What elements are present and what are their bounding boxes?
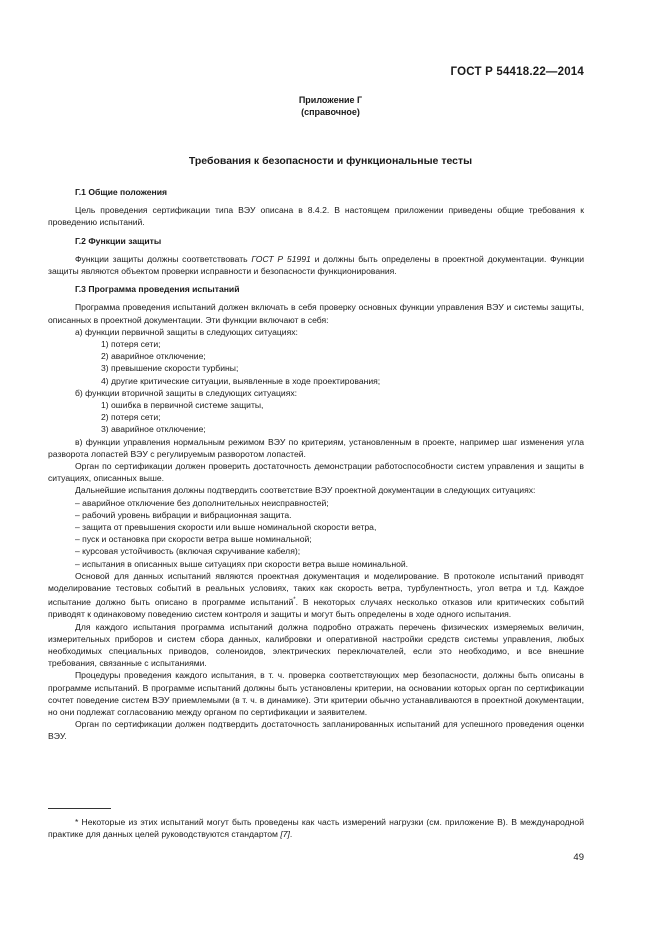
- paragraph: Процедуры проведения каждого испытания, в т. ч. проверка соответствующих мер безопасности, должны быть описаны в программе испытаний. В программе испытаний должны быть установлены критерии, на основании которых орган по сертификации сочтет поведение систем ВЭУ приемлемыми (в т. ч. в динамике). Эти критерии обычно устанавливаются в проектной документации, но они подлежат согласованию между органом по сертификации и заявителем.: [48, 670, 584, 717]
- list-item: б) функции вторичной защиты в следующих ситуациях:: [75, 387, 298, 398]
- paragraph: [48, 570, 584, 621]
- annex-label: Приложение Г: [298, 95, 363, 105]
- standard-reference: ГОСТ Р 51991: [251, 253, 311, 264]
- paragraph: Для каждого испытания программа испытаний должна подробно отражать перечень физических измеряемых величин, измерительных приборов и систем сбора данных, калибровки и оперативной настройки средств системы управления, любых необходимых специальных приводов, соленоидов, электрических переключателей, если это необходимо, и все внешние требования, связанные с испытаниями.: [48, 621, 584, 669]
- annex-title: Требования к безопасности и функциональные тесты: [188, 155, 473, 167]
- dash-item: – аварийное отключение без дополнительных неисправностей;: [75, 497, 329, 508]
- page-number: 49: [573, 852, 584, 863]
- list-subitem: 4) другие критические ситуации, выявленные в ходе проектирования;: [101, 375, 381, 386]
- paragraph: Цель проведения сертификации типа ВЭУ описана в 8.4.2. В настоящем приложении приведены общие требования к проведению испытаний.: [48, 205, 584, 228]
- paragraph-text: Функции защиты должны соответствовать: [75, 253, 252, 264]
- list-subitem: 1) потеря сети;: [101, 339, 161, 350]
- paragraph: Орган по сертификации должен проверить достаточность демонстрации работоспособности систем управления и защиты в ситуациях, описанных выше.: [48, 461, 584, 484]
- footnote-text: * Некоторые из этих испытаний могут быть проведены как часть измерений нагрузки (см. приложение В). В международной практике для данных целей руководствуются стандартом: [48, 817, 584, 840]
- footnote-marker: *: [293, 597, 296, 604]
- dash-item: – курсовая устойчивость (включая скручивание кабеля);: [75, 546, 301, 557]
- standard-header: ГОСТ Р 54418.22—2014: [450, 66, 584, 78]
- section-heading-g3: Г.3 Программа проведения испытаний: [75, 284, 240, 295]
- dash-item: – испытания в описанных выше ситуациях при скорости ветра выше номинальной.: [75, 558, 409, 569]
- list-subitem: 3) аварийное отключение;: [101, 424, 206, 435]
- bibliography-reference: [7]: [280, 829, 290, 840]
- list-subitem: 1) ошибка в первичной системе защиты,: [101, 400, 264, 411]
- section-heading-g2: Г.2 Функции защиты: [75, 235, 162, 246]
- paragraph: Дальнейшие испытания должны подтвердить соответствие ВЭУ проектной документации в следующих ситуациях:: [75, 485, 536, 496]
- dash-item: – защита от превышения скорости или выше номинальной скорости ветра,: [75, 522, 377, 533]
- dash-item: – рабочий уровень вибрации и вибрационная защита.: [75, 509, 292, 520]
- paragraph-text: и должны быть определены в проектной документации. Функции защиты являются объектом проверки исправности и безопасности функционирования.: [48, 253, 584, 277]
- footnote: [48, 816, 584, 840]
- list-subitem: 2) аварийное отключение;: [101, 351, 206, 362]
- list-item: в) функции управления нормальным режимом ВЭУ по критериям, установленным в проекте, например шаг изменения угла разворота лопастей ВЭУ с регулируемым разворотом лопастей.: [48, 436, 584, 459]
- footnote-text: .: [289, 829, 293, 840]
- footnote-divider: [48, 808, 111, 809]
- section-heading-g1: Г.1 Общие положения: [75, 187, 167, 197]
- paragraph: Орган по сертификации должен подтвердить достаточность запланированных испытаний для успешного проведения оценки ВЭУ.: [48, 719, 584, 742]
- list-subitem: 2) потеря сети;: [101, 412, 161, 423]
- list-item: а) функции первичной защиты в следующих ситуациях:: [75, 326, 298, 337]
- dash-item: – пуск и остановка при скорости ветра выше номинальной;: [75, 534, 312, 545]
- paragraph-text: . В некоторых случаях несколько отказов или критических событий приводят к одинаковому поведению систем контроля и защиты и могут быть определены в ходе одного испытания.: [48, 597, 584, 620]
- paragraph: [48, 253, 584, 277]
- document-body: [48, 186, 584, 743]
- annex-type: (справочное): [301, 107, 360, 117]
- paragraph: Программа проведения испытаний должен включать в себя проверку основных функции управления ВЭУ и системы защиты, описанных в проектной документации. Эти функции включают в себя:: [48, 302, 584, 325]
- list-subitem: 3) превышение скорости турбины;: [101, 363, 239, 374]
- paragraph-text: Основой для данных испытаний являются проектная документация и моделирование. В протоколе испытаний приводят моделирование тестовых событий в реальных условиях, таких как скорость ветра, турбулентность, угол ветра и т.д. Каждое испытание должно быть описано в программе испытаний: [48, 570, 584, 608]
